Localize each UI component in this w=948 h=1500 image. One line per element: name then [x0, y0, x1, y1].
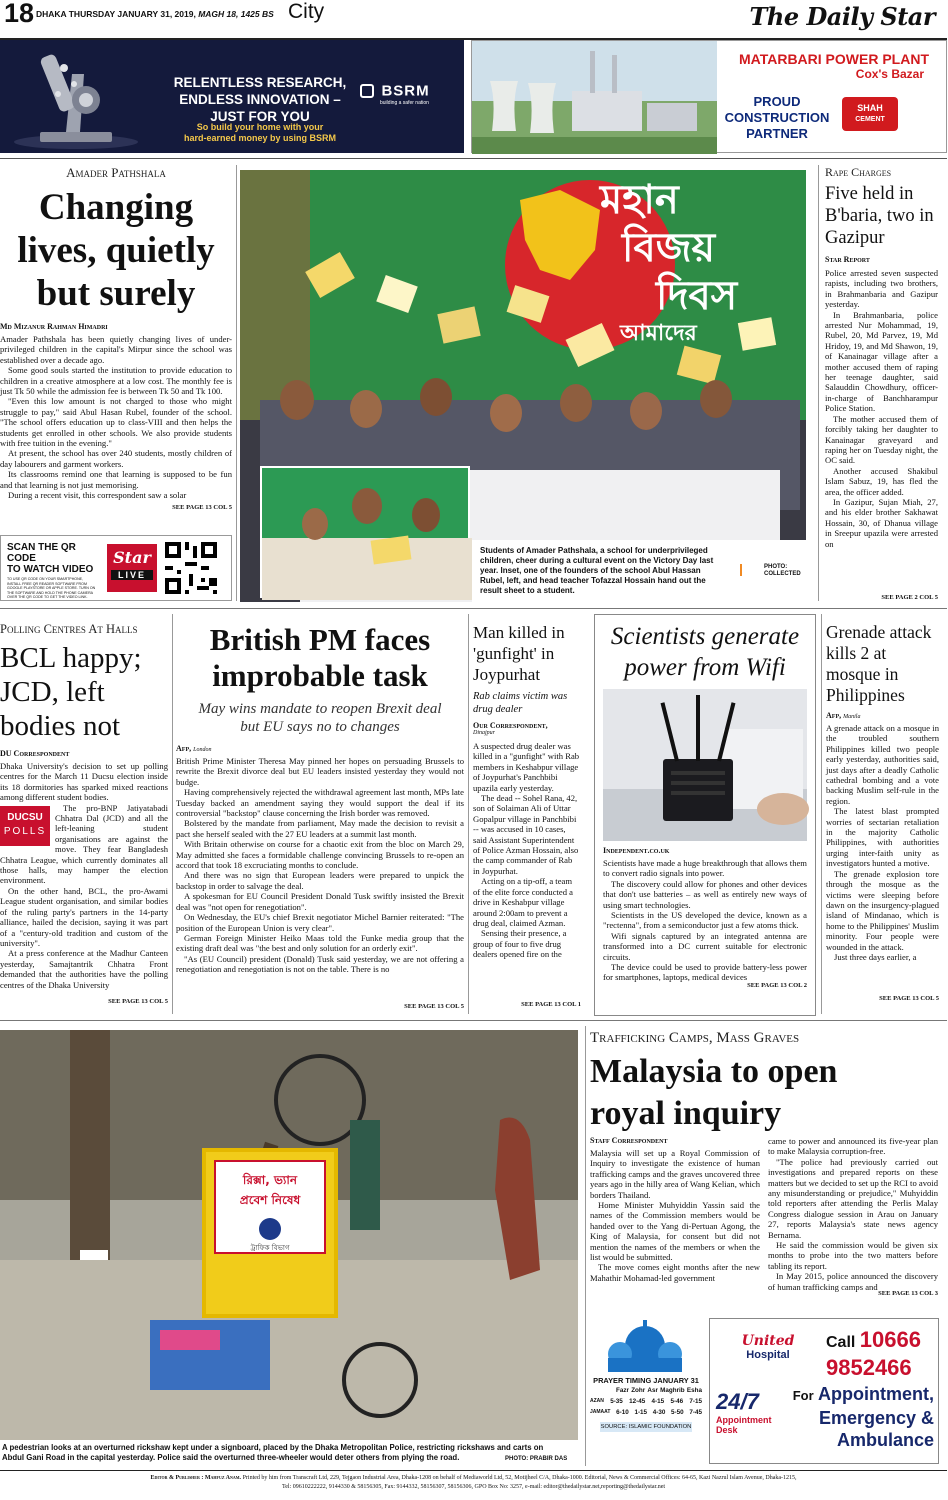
bsrm-tagline: building a safer nation: [380, 100, 429, 106]
rape-p2: In Brahmanbaria, police arrested Nur Mohammad, 19, Rubel, 20, Md Parvez, 19, Md Hridoy, 19, and Md Shawon, 19, of Kanainagar village after a mother accused them of raping her teenage daughter, said Salauddin Chowdhury, officer-in-charge of Banchharampur Police Station.: [825, 309, 938, 414]
pathshala-headline-1: Changing: [38, 187, 194, 228]
rape-p1: Police arrested seven suspected rapists, including two brothers, in Brahmanbaria and Gazipur yesterday.: [825, 268, 938, 310]
bcl-p4: At a press conference at the Madhur Canteen yesterday, Samajtantrik Chhatra Front demanded that the authorities have the polling centres of the Dhaka University: [0, 948, 168, 990]
brexit-p1: British Prime Minister Theresa May pinned her hopes on persuading Brussels to rewrite the Brexit divorce deal but EU leaders insisted yesterday they would not budge.: [176, 756, 464, 787]
gunfight-body: [473, 741, 581, 1001]
rickshaw-caption: A pedestrian looks at an overturned rickshaw kept under a signboard, placed by the Dhaka Metropolitan Police, restricting rickshaws and carts on Abdul Gani Road in the capital yesterday. Police said the overturned three-wheeler would deter others from plying the road.: [2, 1443, 544, 1462]
for-label: For: [792, 1388, 814, 1403]
hospital-brand-1: United: [741, 1333, 795, 1349]
service-3: Ambulance: [836, 1430, 934, 1450]
story-bcl: [0, 622, 168, 1005]
prayer-heads: [616, 1387, 702, 1394]
bcl-body: [0, 761, 168, 998]
grenade-byline: [826, 711, 939, 720]
col-rule-3: [172, 614, 173, 1014]
star-live-logo: [107, 544, 157, 592]
gunfight-p2: The dead -- Sohel Rana, 42, son of Solaiman Ali of Uttar Gopalpur village in Panchbibi -- was accused in 10 cases, said Assistant Superintendent of Police Azman Hossain, also the camp commander of Rab in Joypurhat.: [473, 793, 579, 876]
hospital-services: [790, 1383, 934, 1451]
grenade-byline-place: Manila: [843, 714, 861, 720]
story-rape-charges: [825, 165, 938, 601]
wifi-p5: The device could be used to provide battery-less power for smartphones, laptops, medical devices: [603, 962, 807, 983]
ducsu-logo-1: DUCSU: [7, 811, 43, 823]
brexit-p9: "As (EU Council) president (Donald) Tusk said yesterday, we are not offering a renegotiation and renegotiation is not on the table. There is no: [176, 953, 464, 975]
star-live-live: LIVE: [111, 570, 153, 580]
wifi-see-page[interactable]: SEE PAGE 13 COL 2: [747, 982, 807, 989]
bcl-p2: The pro-BNP Jatiyatabadi Chhatra Dal (JCD) and all the left-leaning student organisations are against the move. They fear Bangladesh Chhatra League, which currently dominates all those halls, may hamper the election environment.: [0, 802, 168, 886]
gunfight-deck: Rab claims victim was drug dealer: [473, 691, 568, 715]
prayer-head: Zohr: [631, 1387, 646, 1394]
rape-p3: The mother accused them of forcibly taking her daughter to Kanainagar graveyard and raping her on Tuesday night, the OC said.: [825, 413, 938, 466]
brexit-p5: And there was no sign that European leaders were prepared to unpick the backstop in order to salvage the deal.: [176, 870, 464, 891]
jamaat-time: 5-50: [671, 1409, 684, 1416]
ad-shah-cement[interactable]: [471, 40, 947, 153]
call-label: Call: [826, 1334, 856, 1351]
pathshala-headline-3: but surely: [36, 273, 196, 314]
dateline: [36, 9, 274, 19]
qr-fine-5: OVER THE QR CODE TO GET THE VIDEO LINK.: [7, 595, 88, 600]
brexit-p3: Bolstered by the mandate from parliament, May made the decision to revisit a pact she herself sealed with the 27 EU leaders at a summit last month.: [176, 818, 464, 839]
microscope-graphic: [6, 44, 146, 150]
ad-united-hospital[interactable]: [709, 1318, 939, 1464]
grenade-byline-source: Afp,: [826, 711, 842, 720]
brexit-p6: A spokesman for EU Council President Donald Tusk swiftly insisted the Brexit deal was "not open for renegotiation".: [176, 891, 464, 912]
bcl-p3: On the other hand, BCL, the pro-Awami League student organisation, and similar bodies of the ruling party's partners in the 14-party alliance, hailed the decision, saying it was part of a "century-old tradition and custom of the university".: [0, 885, 168, 948]
ad-bottom-rule: [0, 158, 947, 159]
brexit-see-page[interactable]: SEE PAGE 13 COL 5: [404, 1003, 464, 1010]
row-rule-1: [0, 608, 947, 609]
main-photo-credit-2: COLLECTED: [764, 571, 801, 577]
shah-logo-2: CEMENT: [855, 116, 885, 123]
brexit-p4: With Britain otherwise on course for a chaotic exit from the bloc on March 29, May admitted she faces a formidable challenge convincing Brussels to re-open an accord that took 18 excruciating months to conclude.: [176, 839, 464, 871]
sign-text-1: রিক্সা, ভ্যান: [242, 1173, 298, 1187]
col-rule-4: [468, 614, 469, 1014]
brexit-p8: German Foreign Minister Heiko Maas told the Funke media group that the existing draft deal was "the best and only solution for an orderly exit".: [176, 932, 464, 954]
malaysia-headline[interactable]: [590, 1051, 940, 1135]
malaysia-headline-2: royal inquiry: [590, 1095, 782, 1132]
children-group: [270, 370, 790, 440]
prayer-azan-row: [590, 1398, 702, 1405]
rape-kicker: Rape Charges: [825, 165, 892, 179]
story-brexit: [176, 622, 464, 1010]
shah-title-1: MATARBARI POWER PLANT: [738, 51, 930, 67]
malaysia-see-page[interactable]: SEE PAGE 13 COL 3: [878, 1290, 938, 1297]
main-photo-credit-1: PHOTO:: [764, 564, 788, 570]
malaysia-kicker: Trafficking Camps, Mass Graves: [590, 1030, 800, 1046]
main-photo-caption: Students of Amader Pathshala, a school for underprivileged children, cheer during a cultural event on the Victory Day last year. Inset, one of the founders of the school Abul Hassan Rubel, left, and head teacher Tofazzal Hossain hand out the result sheet to a student.: [480, 546, 714, 595]
story-malaysia: [590, 1030, 940, 1135]
pathshala-p5: Its classrooms remind one that learning is supposed to be fun and that learning is not just memorising.: [0, 469, 232, 490]
azan-time: 5-46: [670, 1398, 684, 1405]
pathshala-headline[interactable]: [0, 186, 232, 315]
jamaat-time: 6-10: [616, 1409, 629, 1416]
bsrm-brand: BSRM: [381, 82, 430, 100]
col-rule-5: [821, 614, 822, 1014]
bsrm-sub: [165, 122, 355, 143]
grenade-body: [826, 723, 939, 995]
power-plant-graphic: [472, 41, 717, 154]
grenade-see-page[interactable]: SEE PAGE 13 COL 5: [879, 995, 939, 1002]
signboard-panel: [214, 1160, 326, 1254]
mural-3: দিবস: [656, 273, 738, 319]
story-wifi: [594, 614, 816, 1016]
phone-2[interactable]: 9852466: [826, 1355, 912, 1380]
brexit-byline-source: Afp,: [176, 744, 192, 753]
azan-label: AZAN: [590, 1398, 604, 1404]
story-grenade: [826, 622, 939, 1002]
rape-p5: In Gazipur, Sujan Miah, 27, and his elder brother Sakhawat Hossain, 30, of Dhanua village in Sreepur upazila were arrested on: [825, 496, 938, 549]
page-number: 18: [4, 0, 35, 28]
qr-fine-3: GOOGLE PLAYSTORE OR APPLE STORE. TURN ON: [7, 586, 96, 591]
prayer-jamaat-row: [590, 1409, 702, 1416]
rape-p4: Another accused Shakibul Islam Sabuz, 19, has fled the area, the officer added.: [825, 465, 938, 497]
ducsu-logo: [0, 806, 50, 846]
grenade-headline[interactable]: Grenade attack kills 2 at mosque in Philippines: [826, 622, 932, 705]
rape-byline: Star Report: [825, 255, 870, 264]
qr-code-icon[interactable]: [165, 542, 217, 594]
sign-text-2: প্রবেশ নিষেধ: [239, 1193, 301, 1207]
prayer-source: SOURCE: ISLAMIC FOUNDATION: [600, 1424, 692, 1430]
rape-see-page[interactable]: SEE PAGE 2 COL 5: [881, 594, 938, 601]
dmp-emblem-icon: [259, 1218, 281, 1240]
footer-imprint: [0, 1474, 947, 1492]
malaysia-byline: Staff Correspondent: [590, 1136, 668, 1145]
row-rule-2: [0, 1020, 947, 1021]
main-photo-caption-box: [472, 540, 806, 602]
ad-bsrm[interactable]: [0, 40, 464, 153]
shah-proud-2: CONSTRUCTION: [724, 110, 830, 125]
jamaat-time: 1-15: [634, 1409, 648, 1416]
malaysia-p7: In May 2015, police announced the discovery of human trafficking camps and: [768, 1271, 938, 1292]
grenade-p1: A grenade attack on a mosque in the troubled southern Philippines killed two people early yesterday, authorities said, just days after a deadly Catholic cathedral bombing and a vote backing Muslim self-rule in the region.: [826, 723, 939, 806]
mosque-icon: [602, 1318, 688, 1372]
brexit-p2: Having comprehensively rejected the withdrawal agreement last month, MPs late Tuesday backed an amendment saying they would support the deal if its controversial "backstop" clause concerning the Irish border was removed.: [176, 787, 464, 819]
qr-line-2: TO WATCH VIDEO: [7, 564, 94, 575]
footer-line-1: [0, 1474, 947, 1483]
service-1: Appointment,: [818, 1384, 934, 1404]
grenade-p3: The grenade explosion tore through the mosque as the victims were sleeping before dawn on the insurgency-plagued island of Mindanao, which is home to the Philippines' Muslim minority. Four people were wounded in the attack.: [826, 868, 939, 952]
qr-box[interactable]: [0, 535, 232, 601]
router-graphic: [603, 689, 807, 841]
mural-1: মহান: [600, 177, 679, 223]
pathshala-kicker: Amader Pathshala: [66, 165, 166, 180]
pathshala-p2: Some good souls started the institution to provide education to children in a creative atmosphere at a low cost. The monthly fee is just Tk 50 while the admission fee is between Tk 50 and Tk 100.: [0, 365, 232, 397]
rape-body: [825, 268, 938, 594]
wifi-headline-2: power from Wifi: [624, 654, 786, 681]
main-photo-credit: [764, 564, 801, 578]
bsrm-headline-1: RELENTLESS RESEARCH,: [173, 75, 347, 90]
bcl-byline: DU Correspondent: [0, 749, 70, 758]
gunfight-byline-place: Dinajpur: [473, 730, 496, 736]
shah-proud: [722, 94, 832, 142]
mural-text: [600, 176, 737, 348]
azan-time: 5-35: [610, 1398, 623, 1405]
gunfight-p4: Sensing their presence, a group of four to five drug dealers opened fire on the: [473, 928, 567, 960]
qr-text: [7, 542, 102, 600]
bsrm-headline: [165, 74, 355, 125]
bcl-p1: Dhaka University's decision to set up polling centres for the March 11 Ducsu election inside its 18 dormitories has sparked mixed reactions among different student bodies.: [0, 761, 168, 803]
pathshala-p4: At present, the school has over 240 students, mostly children of day labourers and garment workers.: [0, 448, 232, 469]
pathshala-body: [0, 334, 232, 504]
jamaat-time: 4-30: [652, 1409, 666, 1416]
paper-sheet: [738, 317, 776, 350]
brexit-p7: On Wednesday, the EU's chief Brexit negotiator Michel Barnier reiterated: "The position of the European Union is very clear".: [176, 912, 464, 933]
wifi-headline-1: Scientists generate: [610, 623, 800, 650]
malaysia-p3: The move comes eight months after the new Mahathir Mohamad-led government: [590, 1262, 760, 1283]
ducsu-logo-2: POLLS: [3, 825, 47, 837]
qr-fine-2: INSTALL FREE QR READER SOFTWARE FROM: [7, 581, 87, 586]
pathshala-p1: Amader Pathshala has been quietly changing lives of under-privileged children in the capital's Mirpur since the school was established over a decade ago.: [0, 334, 232, 365]
rickshaw-photo[interactable]: [0, 1030, 578, 1440]
prayer-head: Asr: [647, 1387, 658, 1394]
main-photo[interactable]: [240, 170, 806, 602]
bcl-headline[interactable]: BCL happy; JCD, left bodies not: [0, 642, 142, 742]
wifi-p3: Scientists in the US developed the device, known as a "rectenna", from a semiconductor just a few atoms thick.: [603, 910, 807, 931]
sign-text-3: ট্রাফিক বিভাগ: [250, 1244, 290, 1252]
masthead-logo: The Daily Star: [749, 2, 935, 31]
malaysia-body-col2: [768, 1136, 938, 1292]
azan-time: 7-15: [689, 1398, 702, 1405]
credit-bar: [740, 564, 742, 576]
wifi-p4: Wifi signals captured by an integrated antenna are transformed into a DC current suitable for electronic circuits.: [603, 930, 807, 962]
prayer-head: Maghrib: [660, 1387, 685, 1394]
shah-location: Cox's Bazar: [855, 67, 924, 81]
mural-2: বিজয়: [622, 225, 716, 271]
wifi-body: [603, 858, 807, 982]
pathshala-byline: Md Mizanur Rahman Himadri: [0, 322, 108, 331]
brexit-deck: May wins mandate to reopen Brexit deal but EU says no to changes: [198, 701, 442, 735]
footer-editor: Editor & Publisher : Mahfuz Anam.: [150, 1475, 242, 1481]
jamaat-time: 7-45: [689, 1409, 702, 1416]
hospital-call[interactable]: [826, 1327, 921, 1353]
wifi-byline: Independent.co.uk: [603, 846, 670, 855]
service-2: Emergency &: [818, 1408, 934, 1428]
azan-time: 12-45: [629, 1398, 646, 1405]
qr-fine-4: THE SOFTWARE AND HOLD THE PHONE CAMERA: [7, 590, 94, 595]
wifi-headline[interactable]: [603, 621, 807, 683]
malaysia-p2: Home Minister Muhyiddin Yassin said the names of the Commission members would be handed over to the Yang di-Pertuan Agong, the King of Malaysia, for consent but did not mention the names of the members or when the list would be submitted.: [590, 1200, 760, 1263]
dateline-bangla: MAGH 18, 1425 BS: [198, 9, 274, 19]
pathshala-p3: "Even this low amount is not charged to those who might struggle to pay," said Abul Hasan Rubel, founder of the school. "The school offers education up to class-VIII and then helps the students get enrolled in other schools. We also provide students with free tuition in the evening.": [0, 396, 232, 449]
wifi-p2: The discovery could allow for phones and other devices that don't use batteries – as well as entirely new ways of using smart technologies.: [603, 878, 807, 910]
section-title: City: [288, 0, 325, 23]
grenade-p2: The latest blast prompted worries of sectarian retaliation in the majority Catholic Philippines, with authorities urging inter-faith unity as investigators hunted a motive.: [826, 806, 939, 869]
bsrm-logo-icon: [360, 84, 374, 98]
wifi-photo[interactable]: [603, 689, 807, 841]
prayer-timing-box: [590, 1318, 702, 1440]
desk-appointment: Appointment: [716, 1415, 772, 1425]
malaysia-body-col1: [590, 1148, 760, 1298]
mural-4: আমাদের: [620, 321, 697, 346]
col-rule-2: [818, 165, 819, 601]
bsrm-sub-2: hard-earned money by using BSRM: [183, 132, 337, 143]
malaysia-p1: Malaysia will set up a Royal Commission of Inquiry to investigate the existence of human trafficking camps and the graves uncovered three years ago in the hilly area of Wang Kelian, which borders Thailand.: [590, 1148, 761, 1200]
gunfight-byline: Our Correspondent,: [473, 721, 548, 730]
malaysia-p5: "The police had previously carried out investigations and prepared reports on these matters but we decided to set up the RCI to avoid any misunderstanding or prejudice," Muhyiddin told reporters after attending the Perlis Malay Congress dialogue session in Arau on January 27, reports Malaysia's state news agency Bernama.: [768, 1156, 938, 1240]
desk-247: 24/7: [716, 1389, 759, 1414]
azan-time: 4-15: [651, 1398, 665, 1405]
malaysia-headline-1: Malaysia to open: [590, 1053, 838, 1090]
wifi-p1: Scientists have made a huge breakthrough that allows them to convert radio signals into power.: [603, 858, 807, 879]
shah-logo-1: SHAH: [857, 103, 883, 113]
grenade-p4: Just three days earlier, a: [834, 951, 917, 962]
dateline-date: DHAKA THURSDAY JANUARY 31, 2019,: [36, 9, 196, 19]
bsrm-sub-1: So build your home with your: [196, 122, 324, 132]
bcl-see-page[interactable]: SEE PAGE 13 COL 5: [108, 998, 168, 1005]
brexit-headline[interactable]: British PM faces improbable task: [209, 622, 431, 693]
qr-fine-1: TO USE QR CODE ON YOUR SMARTPHONE,: [7, 577, 84, 581]
gunfight-headline[interactable]: Man killed in 'gunfight' in Joypurhat: [473, 623, 565, 684]
pathshala-see-page[interactable]: SEE PAGE 13 COL 5: [172, 504, 232, 511]
gunfight-p3: Acting on a tip-off, a team of the elite force conducted a drive in Keshabpur village around 2:00am to prevent a drug deal, claimed Azman.: [473, 876, 573, 928]
brexit-byline-place: London: [193, 747, 212, 753]
shah-title: [720, 51, 948, 81]
bsrm-logo: [360, 82, 430, 106]
brexit-body: [176, 756, 464, 1003]
brexit-byline: [176, 744, 464, 753]
footer-line-2: Tel: 09610222222, 9144330 & 58156305, Fax: 9144332, 58156307, 58156306, GPO Box No: 3257, e-mail: editor@thedailystar.net,reporting@thedailystar.net: [281, 1484, 666, 1490]
rape-headline[interactable]: Five held in B'baria, two in Gazipur: [825, 184, 934, 248]
footer-line-1-text: Printed by him from Transcraft Ltd, 229, Tejgaon Industrial Area, Dhaka-1208 on behalf of Mediaworld Ltd, 52, Motijheel C/A, Dhaka-1000. Editorial, News & Commercial Offices: 64-65, Kazi Nazrul Islam Avenue, Dhaka-1215,: [242, 1475, 797, 1481]
desk-logo: [716, 1389, 788, 1435]
shah-logo: [842, 97, 898, 131]
hospital-logo: [730, 1333, 806, 1361]
qr-line-1: SCAN THE QR CODE: [7, 542, 76, 564]
pathshala-p6: During a recent visit, this correspondent saw a solar: [8, 490, 187, 501]
shah-proud-3: PARTNER: [746, 126, 808, 141]
gunfight-see-page[interactable]: SEE PAGE 13 COL 1: [521, 1001, 581, 1008]
bcl-kicker: Polling Centres At Halls: [0, 622, 138, 636]
shah-proud-1: PROUD: [753, 94, 801, 109]
footer-rule: [0, 1470, 947, 1471]
pathshala-headline-2: lives, quietly: [17, 230, 215, 271]
malaysia-p4: came to power and announced its five-year plan to make Malaysia corruption-free.: [768, 1136, 938, 1157]
phone-1: 10666: [859, 1327, 921, 1352]
desk-desk: Desk: [716, 1425, 738, 1435]
jamaat-label: JAMAAT: [590, 1409, 611, 1415]
col-rule-1: [236, 165, 237, 601]
star-live-star: Star: [113, 548, 151, 567]
col-rule-6: [585, 1026, 586, 1466]
gunfight-p1: A suspected drug dealer was killed in a "gunfight" with Rab members in Keshabpur village of Joypurhat's Panchbibi upazila early yesterday.: [473, 741, 580, 793]
prayer-title: PRAYER TIMING JANUARY 31: [593, 1376, 699, 1385]
prayer-head: Esha: [686, 1387, 702, 1394]
story-pathshala: [0, 165, 232, 511]
story-gunfight: [473, 622, 581, 1008]
prayer-head: Fazr: [616, 1387, 629, 1394]
rickshaw-credit: PHOTO: PRABIR DAS: [505, 1456, 568, 1462]
hospital-brand-2: Hospital: [746, 1349, 790, 1361]
inset-photo[interactable]: [260, 466, 470, 598]
qr-fine-print: [7, 577, 102, 600]
malaysia-p6: He said the commission would be given six months to probe into the two matters before tabling its report.: [768, 1240, 938, 1271]
bsrm-headline-2: ENDLESS INNOVATION – JUST FOR YOU: [179, 92, 341, 124]
police-signboard: [202, 1148, 338, 1318]
